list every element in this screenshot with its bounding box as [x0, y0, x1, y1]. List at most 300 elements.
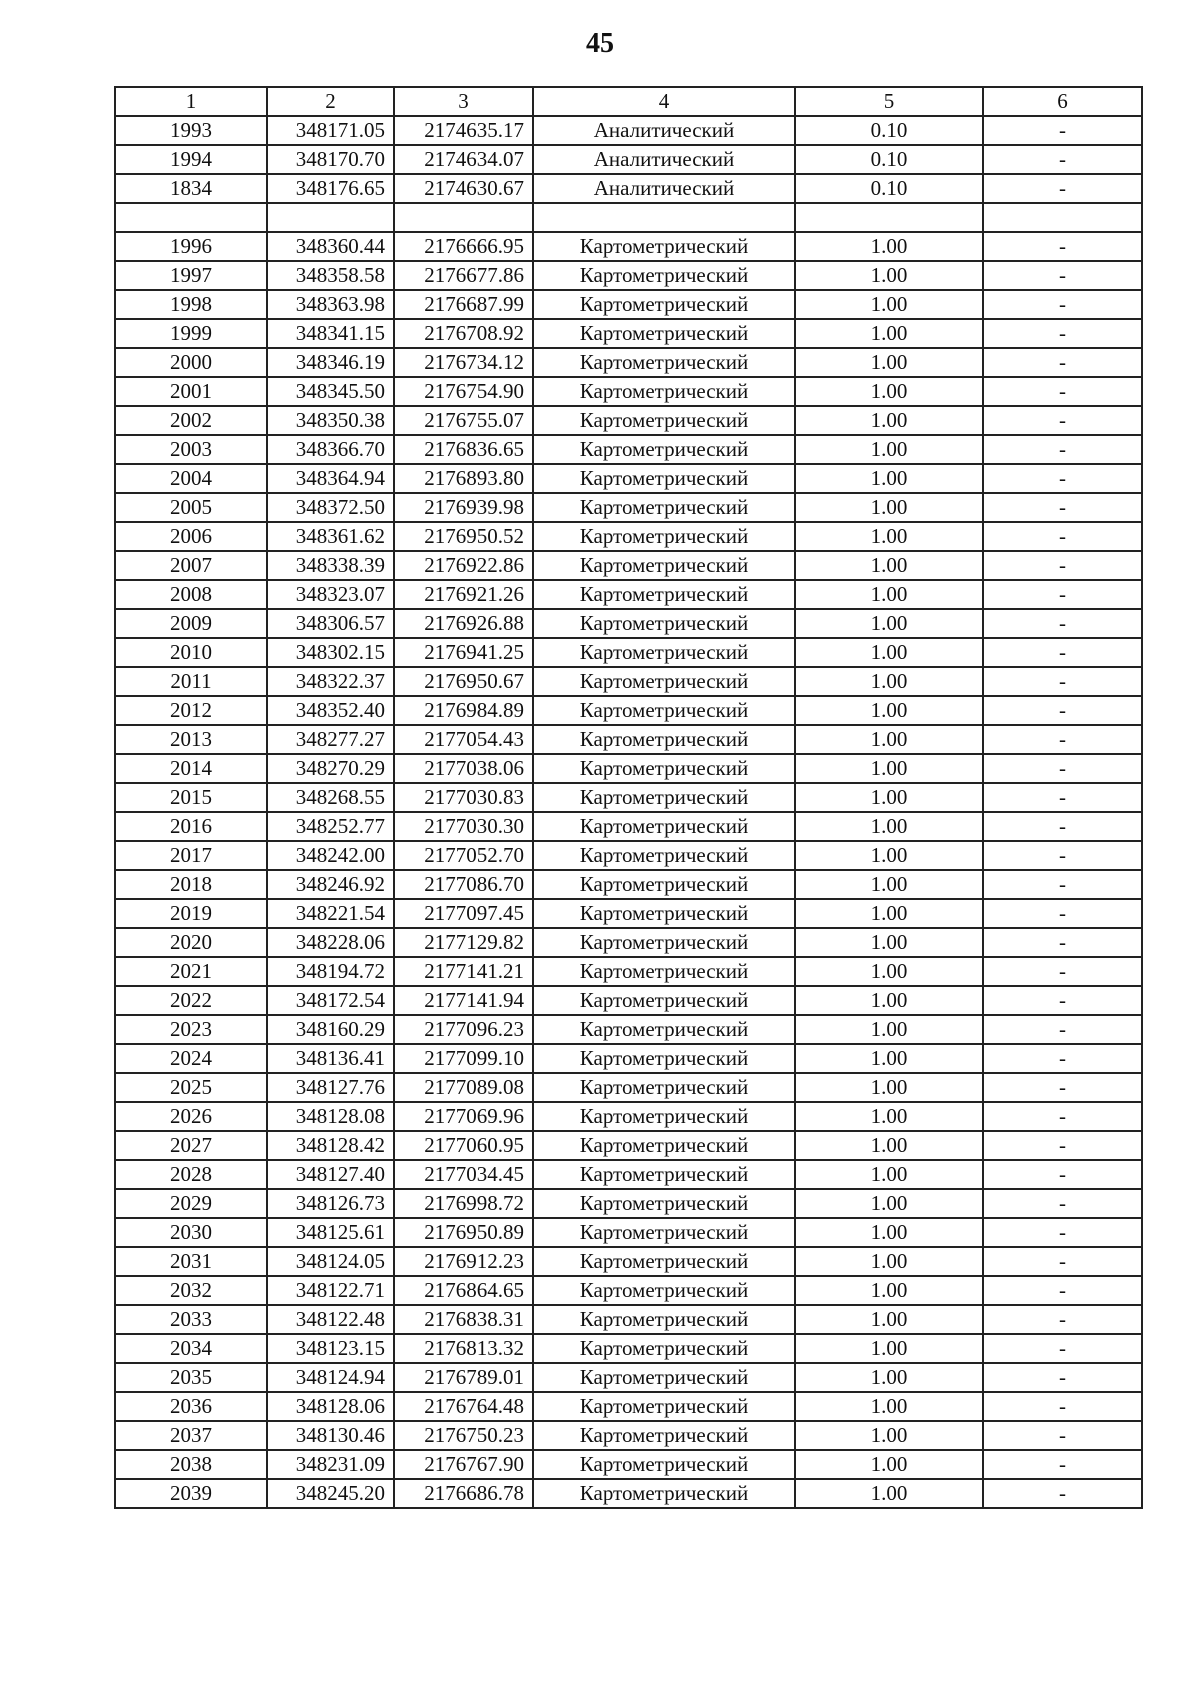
accuracy-cell: 1.00: [795, 377, 983, 406]
point-number-cell: 2006: [115, 522, 267, 551]
accuracy-cell: 0.10: [795, 116, 983, 145]
description-cell: -: [983, 1421, 1142, 1450]
x-coordinate-cell: 348172.54: [267, 986, 394, 1015]
y-coordinate-cell: 2177086.70: [394, 870, 533, 899]
x-coordinate-cell: 348242.00: [267, 841, 394, 870]
table-row: [115, 1131, 1142, 1160]
x-coordinate-cell: 348160.29: [267, 1015, 394, 1044]
accuracy-cell: 1.00: [795, 1218, 983, 1247]
method-cell: Картометрический: [533, 957, 795, 986]
x-coordinate-cell: 348126.73: [267, 1189, 394, 1218]
table-row: [115, 145, 1142, 174]
description-cell: -: [983, 348, 1142, 377]
y-coordinate-cell: 2176686.78: [394, 1479, 533, 1508]
point-number-cell: 2030: [115, 1218, 267, 1247]
x-coordinate-cell: 348194.72: [267, 957, 394, 986]
table-row: [115, 696, 1142, 725]
method-cell: Картометрический: [533, 377, 795, 406]
method-cell: Картометрический: [533, 464, 795, 493]
table-row: [115, 1305, 1142, 1334]
table-row: [115, 1276, 1142, 1305]
table-body: [115, 116, 1142, 1508]
method-cell: Аналитический: [533, 145, 795, 174]
y-coordinate-cell: 2176922.86: [394, 551, 533, 580]
point-number-cell: 2018: [115, 870, 267, 899]
accuracy-cell: 1.00: [795, 406, 983, 435]
accuracy-cell: 1.00: [795, 1015, 983, 1044]
description-cell: -: [983, 377, 1142, 406]
point-number-cell: [115, 203, 267, 232]
table-row: [115, 203, 1142, 232]
y-coordinate-cell: 2177030.30: [394, 812, 533, 841]
description-cell: -: [983, 551, 1142, 580]
point-number-cell: 2014: [115, 754, 267, 783]
table-row: [115, 174, 1142, 203]
table-row: [115, 1015, 1142, 1044]
table-row: [115, 348, 1142, 377]
table-header-row: [115, 87, 1142, 116]
accuracy-cell: 1.00: [795, 348, 983, 377]
method-cell: Картометрический: [533, 435, 795, 464]
method-cell: Картометрический: [533, 841, 795, 870]
x-coordinate-cell: 348136.41: [267, 1044, 394, 1073]
table-row: [115, 667, 1142, 696]
method-cell: Картометрический: [533, 1305, 795, 1334]
method-cell: Картометрический: [533, 783, 795, 812]
y-coordinate-cell: 2176764.48: [394, 1392, 533, 1421]
y-coordinate-cell: 2176687.99: [394, 290, 533, 319]
x-coordinate-cell: 348127.76: [267, 1073, 394, 1102]
description-cell: -: [983, 841, 1142, 870]
point-number-cell: 2011: [115, 667, 267, 696]
table-row: [115, 551, 1142, 580]
table-row: [115, 986, 1142, 1015]
method-cell: Картометрический: [533, 696, 795, 725]
point-number-cell: 1997: [115, 261, 267, 290]
y-coordinate-cell: 2177141.94: [394, 986, 533, 1015]
method-cell: Картометрический: [533, 1363, 795, 1392]
column-header-y: 3: [394, 87, 533, 116]
y-coordinate-cell: 2176950.89: [394, 1218, 533, 1247]
accuracy-cell: 1.00: [795, 986, 983, 1015]
method-cell: Картометрический: [533, 232, 795, 261]
x-coordinate-cell: 348130.46: [267, 1421, 394, 1450]
point-number-cell: 1994: [115, 145, 267, 174]
description-cell: -: [983, 1218, 1142, 1247]
table-row: [115, 899, 1142, 928]
point-number-cell: 2015: [115, 783, 267, 812]
column-header-description: 6: [983, 87, 1142, 116]
method-cell: [533, 203, 795, 232]
y-coordinate-cell: 2176939.98: [394, 493, 533, 522]
y-coordinate-cell: 2176734.12: [394, 348, 533, 377]
y-coordinate-cell: 2177038.06: [394, 754, 533, 783]
accuracy-cell: 1.00: [795, 957, 983, 986]
column-header-x: 2: [267, 87, 394, 116]
y-coordinate-cell: 2176767.90: [394, 1450, 533, 1479]
y-coordinate-cell: 2176984.89: [394, 696, 533, 725]
x-coordinate-cell: 348338.39: [267, 551, 394, 580]
description-cell: -: [983, 1160, 1142, 1189]
table-row: [115, 290, 1142, 319]
x-coordinate-cell: 348363.98: [267, 290, 394, 319]
point-number-cell: 2019: [115, 899, 267, 928]
point-number-cell: 2037: [115, 1421, 267, 1450]
y-coordinate-cell: 2177060.95: [394, 1131, 533, 1160]
point-number-cell: 2010: [115, 638, 267, 667]
description-cell: -: [983, 1131, 1142, 1160]
y-coordinate-cell: 2177141.21: [394, 957, 533, 986]
accuracy-cell: 1.00: [795, 841, 983, 870]
x-coordinate-cell: 348245.20: [267, 1479, 394, 1508]
accuracy-cell: 1.00: [795, 609, 983, 638]
table-row: [115, 261, 1142, 290]
table-row: [115, 812, 1142, 841]
x-coordinate-cell: 348364.94: [267, 464, 394, 493]
table-row: [115, 406, 1142, 435]
accuracy-cell: 1.00: [795, 1392, 983, 1421]
y-coordinate-cell: 2176912.23: [394, 1247, 533, 1276]
point-number-cell: 2034: [115, 1334, 267, 1363]
description-cell: -: [983, 1276, 1142, 1305]
x-coordinate-cell: 348221.54: [267, 899, 394, 928]
column-header-method: 4: [533, 87, 795, 116]
coordinates-table: [114, 86, 1143, 1509]
description-cell: -: [983, 522, 1142, 551]
y-coordinate-cell: 2176666.95: [394, 232, 533, 261]
method-cell: Картометрический: [533, 290, 795, 319]
description-cell: -: [983, 957, 1142, 986]
x-coordinate-cell: 348228.06: [267, 928, 394, 957]
x-coordinate-cell: 348123.15: [267, 1334, 394, 1363]
point-number-cell: 2000: [115, 348, 267, 377]
description-cell: -: [983, 696, 1142, 725]
table-row: [115, 928, 1142, 957]
accuracy-cell: 1.00: [795, 1189, 983, 1218]
accuracy-cell: 1.00: [795, 1276, 983, 1305]
description-cell: -: [983, 493, 1142, 522]
y-coordinate-cell: 2177099.10: [394, 1044, 533, 1073]
description-cell: -: [983, 667, 1142, 696]
table-row: [115, 464, 1142, 493]
point-number-cell: 2013: [115, 725, 267, 754]
method-cell: Картометрический: [533, 522, 795, 551]
method-cell: Картометрический: [533, 870, 795, 899]
description-cell: -: [983, 1334, 1142, 1363]
table-row: [115, 580, 1142, 609]
description-cell: -: [983, 319, 1142, 348]
accuracy-cell: 1.00: [795, 493, 983, 522]
y-coordinate-cell: 2174630.67: [394, 174, 533, 203]
x-coordinate-cell: 348302.15: [267, 638, 394, 667]
table-row: [115, 1479, 1142, 1508]
accuracy-cell: 1.00: [795, 725, 983, 754]
method-cell: Картометрический: [533, 1276, 795, 1305]
table-row: [115, 232, 1142, 261]
y-coordinate-cell: 2177069.96: [394, 1102, 533, 1131]
point-number-cell: 2023: [115, 1015, 267, 1044]
method-cell: Картометрический: [533, 725, 795, 754]
x-coordinate-cell: 348270.29: [267, 754, 394, 783]
description-cell: -: [983, 812, 1142, 841]
accuracy-cell: 1.00: [795, 812, 983, 841]
y-coordinate-cell: 2176754.90: [394, 377, 533, 406]
accuracy-cell: 1.00: [795, 1363, 983, 1392]
accuracy-cell: 1.00: [795, 1421, 983, 1450]
description-cell: -: [983, 1247, 1142, 1276]
description-cell: -: [983, 174, 1142, 203]
method-cell: Аналитический: [533, 116, 795, 145]
description-cell: -: [983, 928, 1142, 957]
x-coordinate-cell: 348350.38: [267, 406, 394, 435]
y-coordinate-cell: 2176950.67: [394, 667, 533, 696]
y-coordinate-cell: 2177034.45: [394, 1160, 533, 1189]
y-coordinate-cell: 2176677.86: [394, 261, 533, 290]
accuracy-cell: 0.10: [795, 174, 983, 203]
table-row: [115, 1363, 1142, 1392]
description-cell: -: [983, 1305, 1142, 1334]
y-coordinate-cell: 2177052.70: [394, 841, 533, 870]
x-coordinate-cell: 348360.44: [267, 232, 394, 261]
y-coordinate-cell: 2176950.52: [394, 522, 533, 551]
x-coordinate-cell: 348122.48: [267, 1305, 394, 1334]
table-row: [115, 116, 1142, 145]
accuracy-cell: 1.00: [795, 638, 983, 667]
method-cell: Картометрический: [533, 1421, 795, 1450]
y-coordinate-cell: 2176921.26: [394, 580, 533, 609]
y-coordinate-cell: 2176941.25: [394, 638, 533, 667]
description-cell: -: [983, 1044, 1142, 1073]
point-number-cell: 2007: [115, 551, 267, 580]
accuracy-cell: 1.00: [795, 464, 983, 493]
x-coordinate-cell: 348128.08: [267, 1102, 394, 1131]
y-coordinate-cell: 2176708.92: [394, 319, 533, 348]
point-number-cell: 2033: [115, 1305, 267, 1334]
y-coordinate-cell: 2176893.80: [394, 464, 533, 493]
method-cell: Картометрический: [533, 406, 795, 435]
point-number-cell: 1996: [115, 232, 267, 261]
point-number-cell: 2031: [115, 1247, 267, 1276]
description-cell: -: [983, 1073, 1142, 1102]
x-coordinate-cell: 348323.07: [267, 580, 394, 609]
x-coordinate-cell: 348231.09: [267, 1450, 394, 1479]
description-cell: -: [983, 1363, 1142, 1392]
y-coordinate-cell: 2176998.72: [394, 1189, 533, 1218]
description-cell: -: [983, 435, 1142, 464]
accuracy-cell: 1.00: [795, 1102, 983, 1131]
point-number-cell: 2001: [115, 377, 267, 406]
point-number-cell: 2039: [115, 1479, 267, 1508]
y-coordinate-cell: 2176838.31: [394, 1305, 533, 1334]
description-cell: -: [983, 754, 1142, 783]
description-cell: -: [983, 1479, 1142, 1508]
description-cell: -: [983, 1392, 1142, 1421]
accuracy-cell: 1.00: [795, 783, 983, 812]
table-row: [115, 957, 1142, 986]
accuracy-cell: 1.00: [795, 696, 983, 725]
y-coordinate-cell: 2176755.07: [394, 406, 533, 435]
y-coordinate-cell: 2177089.08: [394, 1073, 533, 1102]
accuracy-cell: 1.00: [795, 667, 983, 696]
description-cell: -: [983, 232, 1142, 261]
accuracy-cell: 1.00: [795, 1247, 983, 1276]
method-cell: Аналитический: [533, 174, 795, 203]
point-number-cell: 2022: [115, 986, 267, 1015]
y-coordinate-cell: 2177054.43: [394, 725, 533, 754]
accuracy-cell: 1.00: [795, 1450, 983, 1479]
method-cell: Картометрический: [533, 551, 795, 580]
x-coordinate-cell: 348361.62: [267, 522, 394, 551]
method-cell: Картометрический: [533, 1131, 795, 1160]
point-number-cell: 2027: [115, 1131, 267, 1160]
method-cell: Картометрический: [533, 899, 795, 928]
method-cell: Картометрический: [533, 1015, 795, 1044]
x-coordinate-cell: 348128.06: [267, 1392, 394, 1421]
table-row: [115, 1247, 1142, 1276]
method-cell: Картометрический: [533, 1450, 795, 1479]
method-cell: Картометрический: [533, 580, 795, 609]
y-coordinate-cell: 2174635.17: [394, 116, 533, 145]
point-number-cell: 2021: [115, 957, 267, 986]
point-number-cell: 2038: [115, 1450, 267, 1479]
x-coordinate-cell: 348358.58: [267, 261, 394, 290]
table-row: [115, 319, 1142, 348]
x-coordinate-cell: 348277.27: [267, 725, 394, 754]
point-number-cell: 2004: [115, 464, 267, 493]
y-coordinate-cell: 2177097.45: [394, 899, 533, 928]
description-cell: -: [983, 406, 1142, 435]
method-cell: Картометрический: [533, 1073, 795, 1102]
point-number-cell: 1998: [115, 290, 267, 319]
description-cell: [983, 203, 1142, 232]
point-number-cell: 2012: [115, 696, 267, 725]
method-cell: Картометрический: [533, 261, 795, 290]
method-cell: Картометрический: [533, 609, 795, 638]
y-coordinate-cell: [394, 203, 533, 232]
point-number-cell: 2024: [115, 1044, 267, 1073]
point-number-cell: 2026: [115, 1102, 267, 1131]
point-number-cell: 2029: [115, 1189, 267, 1218]
x-coordinate-cell: 348366.70: [267, 435, 394, 464]
description-cell: -: [983, 1102, 1142, 1131]
point-number-cell: 2032: [115, 1276, 267, 1305]
method-cell: Картометрический: [533, 638, 795, 667]
accuracy-cell: 1.00: [795, 522, 983, 551]
table-row: [115, 870, 1142, 899]
accuracy-cell: 0.10: [795, 145, 983, 174]
method-cell: Картометрический: [533, 1392, 795, 1421]
x-coordinate-cell: 348128.42: [267, 1131, 394, 1160]
point-number-cell: 1834: [115, 174, 267, 203]
description-cell: -: [983, 1015, 1142, 1044]
table-row: [115, 493, 1142, 522]
point-number-cell: 2028: [115, 1160, 267, 1189]
description-cell: -: [983, 870, 1142, 899]
table-row: [115, 435, 1142, 464]
table-row: [115, 1073, 1142, 1102]
x-coordinate-cell: [267, 203, 394, 232]
description-cell: -: [983, 725, 1142, 754]
method-cell: Картометрический: [533, 348, 795, 377]
point-number-cell: 2020: [115, 928, 267, 957]
table-row: [115, 609, 1142, 638]
x-coordinate-cell: 348268.55: [267, 783, 394, 812]
description-cell: -: [983, 261, 1142, 290]
table-row: [115, 1334, 1142, 1363]
y-coordinate-cell: 2176864.65: [394, 1276, 533, 1305]
description-cell: -: [983, 783, 1142, 812]
description-cell: -: [983, 464, 1142, 493]
point-number-cell: 2005: [115, 493, 267, 522]
table-row: [115, 1218, 1142, 1247]
x-coordinate-cell: 348124.94: [267, 1363, 394, 1392]
accuracy-cell: 1.00: [795, 1131, 983, 1160]
table-row: [115, 725, 1142, 754]
y-coordinate-cell: 2176750.23: [394, 1421, 533, 1450]
method-cell: Картометрический: [533, 812, 795, 841]
y-coordinate-cell: 2176813.32: [394, 1334, 533, 1363]
point-number-cell: 2036: [115, 1392, 267, 1421]
point-number-cell: 2017: [115, 841, 267, 870]
table-row: [115, 1102, 1142, 1131]
accuracy-cell: 1.00: [795, 261, 983, 290]
x-coordinate-cell: 348176.65: [267, 174, 394, 203]
method-cell: Картометрический: [533, 319, 795, 348]
point-number-cell: 2035: [115, 1363, 267, 1392]
accuracy-cell: 1.00: [795, 1160, 983, 1189]
column-header-accuracy: 5: [795, 87, 983, 116]
point-number-cell: 2008: [115, 580, 267, 609]
method-cell: Картометрический: [533, 1160, 795, 1189]
x-coordinate-cell: 348352.40: [267, 696, 394, 725]
point-number-cell: 1993: [115, 116, 267, 145]
x-coordinate-cell: 348171.05: [267, 116, 394, 145]
accuracy-cell: 1.00: [795, 232, 983, 261]
x-coordinate-cell: 348372.50: [267, 493, 394, 522]
description-cell: -: [983, 580, 1142, 609]
accuracy-cell: 1.00: [795, 319, 983, 348]
point-number-cell: 1999: [115, 319, 267, 348]
description-cell: -: [983, 986, 1142, 1015]
y-coordinate-cell: 2177129.82: [394, 928, 533, 957]
y-coordinate-cell: 2176926.88: [394, 609, 533, 638]
table-row: [115, 1189, 1142, 1218]
description-cell: -: [983, 145, 1142, 174]
x-coordinate-cell: 348252.77: [267, 812, 394, 841]
table-row: [115, 1392, 1142, 1421]
method-cell: Картометрический: [533, 986, 795, 1015]
description-cell: -: [983, 609, 1142, 638]
method-cell: Картометрический: [533, 1334, 795, 1363]
accuracy-cell: 1.00: [795, 580, 983, 609]
y-coordinate-cell: 2177030.83: [394, 783, 533, 812]
y-coordinate-cell: 2174634.07: [394, 145, 533, 174]
table-row: [115, 1160, 1142, 1189]
table-row: [115, 377, 1142, 406]
method-cell: Картометрический: [533, 1189, 795, 1218]
method-cell: Картометрический: [533, 1247, 795, 1276]
table-row: [115, 841, 1142, 870]
x-coordinate-cell: 348246.92: [267, 870, 394, 899]
method-cell: Картометрический: [533, 928, 795, 957]
table-row: [115, 638, 1142, 667]
accuracy-cell: 1.00: [795, 551, 983, 580]
table-row: [115, 522, 1142, 551]
table-row: [115, 1044, 1142, 1073]
accuracy-cell: 1.00: [795, 1479, 983, 1508]
method-cell: Картометрический: [533, 1479, 795, 1508]
accuracy-cell: 1.00: [795, 754, 983, 783]
